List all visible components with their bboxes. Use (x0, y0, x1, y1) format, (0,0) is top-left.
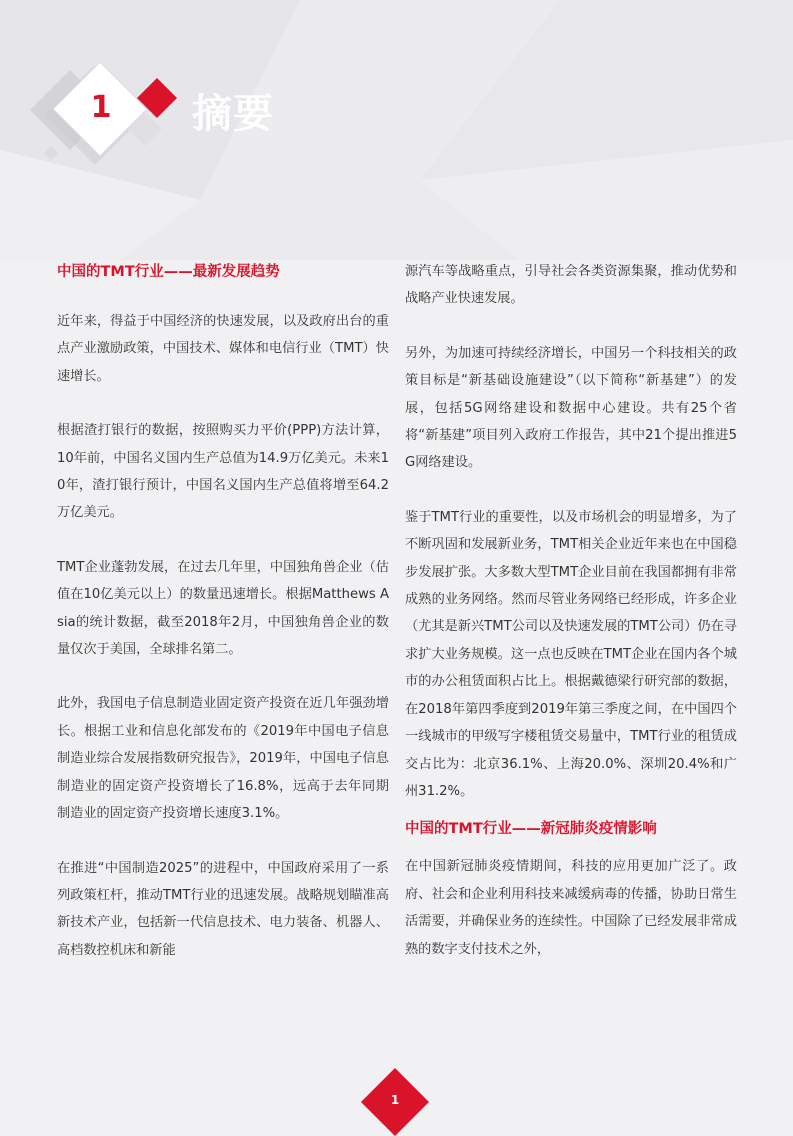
page-title: 摘要 (192, 91, 274, 137)
left-column (57, 258, 389, 964)
paragraph: 根据渣打银行的数据，按照购买力平价(PPP)方法计算，10年前，中国名义国内生产总值为14.9万亿美元。未来10年，渣打银行预计，中国名义国内生产总值将增至64.2万亿美元。 (57, 423, 389, 521)
paragraph: 近年来，得益于中国经济的快速发展，以及政府出台的重点产业激励政策，中国技术、媒体和电信行业（TMT）快速增长。 (57, 314, 389, 384)
right-column (405, 258, 737, 963)
chapter-number: 1 (90, 90, 112, 125)
paragraph: 在中国新冠肺炎疫情期间，科技的应用更加广泛了。政府、社会和企业利用科技来减缓病毒的传播，协助日常生活需要，并确保业务的连续性。中国除了已经发展非常成熟的数字支付技术之外， (405, 859, 737, 957)
page-number: 1 (390, 1093, 400, 1107)
paragraph: 鉴于TMT行业的重要性，以及市场机会的明显增多，为了不断巩固和发展新业务，TMT相关企业近年来也在中国稳步发展扩张。大多数大型TMT企业目前在我国都拥有非常成熟的业务网络。然而尽管业务网络已经形成，许多企业（尤其是新兴TMT公司以及快速发展的TMT公司）仍在寻求扩大业务规模。这一点也反映在TMT企业在国内各个城市的办公租赁面积占比上。根据戴德梁行研究部的数据，在2018年第四季度到2019年第三季度之间，在中国四个一线城市的甲级写字楼租赁交易量中，TMT行业的租赁成交占比为：北京36.1%、上海20.0%、深圳20.4%和广州31.2%。 (405, 509, 737, 799)
paragraph: 另外，为加速可持续经济增长，中国另一个科技相关的政策目标是“新基础设施建设”（以下简称“新基建”）的发展，包括5G网络建设和数据中心建设。共有25个省将“新基建”项目列入政府工作报告，其中21个提出推进5G网络建设。 (405, 345, 737, 471)
paragraph: 在推进“中国制造2025”的进程中，中国政府采用了一系列政策杠杆，推动TMT行业的迅速发展。战略规划瞄准高新技术产业，包括新一代信息技术、电力装备、机器人、高档数控机床和新能 (57, 860, 389, 958)
section-heading-trends: 中国的TMT行业——最新发展趋势 (57, 264, 280, 280)
section-heading-covid: 中国的TMT行业——新冠肺炎疫情影响 (405, 821, 657, 838)
paragraph: 源汽车等战略重点，引导社会各类资源集聚，推动优势和战略产业快速发展。 (405, 264, 737, 307)
paragraph: 此外，我国电子信息制造业固定资产投资在近几年强劲增长。根据工业和信息化部发布的《2019年中国电子信息制造业综合发展指数研究报告》，2019年，中国电子信息制造业的固定资产投资增长了16.8%，远高于去年同期制造业的固定资产投资增长速度3.1%。 (57, 696, 389, 822)
paragraph: TMT企业蓬勃发展，在过去几年里，中国独角兽企业（估值在10亿美元以上）的数量迅速增长。根据Matthews Asia的统计数据，截至2018年2月，中国独角兽企业的数量仅次于美国，全球排名第二。 (57, 559, 389, 658)
